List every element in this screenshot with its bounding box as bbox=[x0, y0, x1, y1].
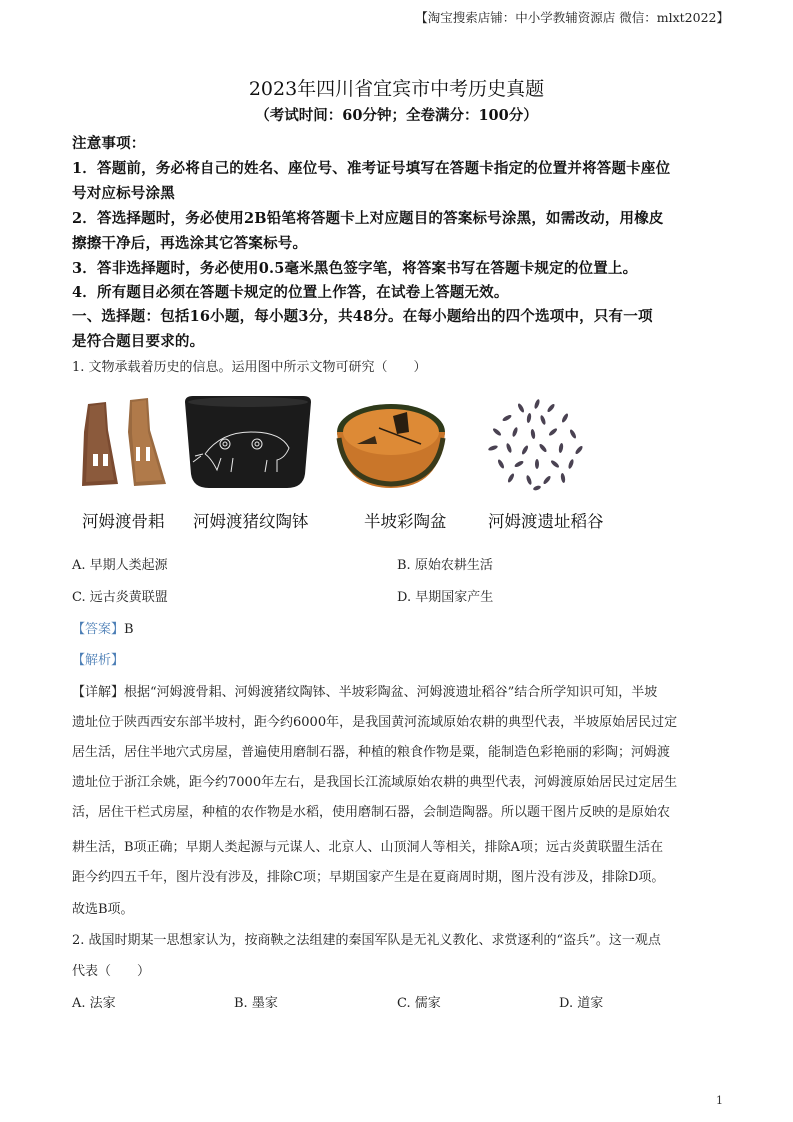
detail-line-6: 耕生活，B项正确；早期人类起源与元谋人、北京人、山顶洞人等相关，排除A项；远古炎黄联盟生活在 bbox=[72, 840, 663, 855]
detail-line-8: 故选B项。 bbox=[72, 902, 134, 917]
section-heading-cont: 是符合题目要求的。 bbox=[72, 333, 205, 350]
rice-grains-image bbox=[481, 392, 593, 492]
page-number: 1 bbox=[716, 1094, 723, 1107]
q1-answer bbox=[72, 618, 134, 637]
pig-pattern-pottery-image bbox=[181, 392, 315, 492]
q1-option-b: B. 原始农耕生活 bbox=[397, 558, 493, 573]
figure-caption-4: 河姆渡遗址稻谷 bbox=[488, 512, 604, 531]
header-note: 【淘宝搜索店铺：中小学教辅资源店 微信：mlxt2022】 bbox=[415, 10, 729, 25]
question-2-stem: 2. 战国时期某一思想家认为，按商鞅之法组建的秦国军队是无礼义教化、求赏逐利的“盗兵”。这一观点 bbox=[72, 933, 661, 948]
detail-line-5: 活，居住干栏式房屋，种植的农作物是水稻，使用磨制石器，会制造陶器。所以题干图片反映的是原始农 bbox=[72, 805, 671, 820]
exam-info: （考试时间：60分钟；全卷满分：100分） bbox=[255, 107, 538, 124]
q2-option-b: B. 墨家 bbox=[234, 996, 278, 1011]
figure-caption-2: 河姆渡猪纹陶钵 bbox=[193, 512, 309, 531]
detail-line-7: 距今约四五千年，图片没有涉及，排除C项；早期国家产生是在夏商周时期，图片没有涉及，排除D项。 bbox=[72, 870, 665, 885]
q2-option-a: A. 法家 bbox=[72, 996, 116, 1011]
q2-option-c: C. 儒家 bbox=[397, 996, 441, 1011]
section-heading: 一、选择题：包括16小题，每小题3分，共48分。在每小题给出的四个选项中，只有一项 bbox=[72, 308, 653, 325]
q1-option-c: C. 远古炎黄联盟 bbox=[72, 590, 168, 605]
detail-line-2: 遗址位于陕西西安东部半坡村，距今约6000年，是我国黄河流域原始农耕的典型代表，半坡原始居民过定 bbox=[72, 715, 678, 730]
page-title: 2023年四川省宜宾市中考历史真题 bbox=[248, 78, 545, 100]
painted-pottery-basin-image bbox=[335, 392, 447, 492]
q1-option-a: A. 早期人类起源 bbox=[72, 558, 168, 573]
question-2-stem-cont: 代表（ ） bbox=[72, 964, 151, 979]
notice-item-1-cont: 号对应标号涂黑 bbox=[72, 185, 175, 202]
detail-line-3: 居生活，居住半地穴式房屋，普遍使用磨制石器，种植的粮食作物是粟，能制造色彩艳丽的彩陶；河姆渡 bbox=[72, 745, 671, 760]
detail-line-1 bbox=[72, 681, 657, 700]
notice-heading: 注意事项： bbox=[72, 135, 146, 152]
artifact-figures bbox=[78, 392, 618, 500]
q1-option-d: D. 早期国家产生 bbox=[397, 590, 494, 605]
notice-item-4: 4．所有题目必须在答题卡规定的位置上作答，在试卷上答题无效。 bbox=[72, 284, 509, 301]
notice-item-2: 2．答选择题时，务必使用2B铅笔将答题卡上对应题目的答案标号涂黑，如需改动，用橡皮 bbox=[72, 210, 664, 227]
bone-spade-image bbox=[78, 392, 170, 492]
figure-caption-1: 河姆渡骨耜 bbox=[82, 512, 165, 531]
figure-caption-3: 半坡彩陶盆 bbox=[364, 512, 447, 531]
answer-label: 【答案】 bbox=[72, 622, 125, 637]
notice-item-2-cont: 擦擦干净后，再选涂其它答案标号。 bbox=[72, 235, 308, 252]
notice-item-3: 3．答非选择题时，务必使用0.5毫米黑色签字笔，将答案书写在答题卡规定的位置上。 bbox=[72, 260, 638, 277]
detail-text: 根据“河姆渡骨耜、河姆渡猪纹陶钵、半坡彩陶盆、河姆渡遗址稻谷”结合所学知识可知，半坡 bbox=[124, 685, 658, 700]
answer-value: B bbox=[124, 622, 134, 637]
detail-label: 【详解】 bbox=[72, 685, 125, 700]
notice-item-1: 1．答题前，务必将自己的姓名、座位号、准考证号填写在答题卡指定的位置并将答题卡座位 bbox=[72, 160, 671, 177]
question-1-stem: 1. 文物承载着历史的信息。运用图中所示文物可研究（ ） bbox=[72, 360, 427, 375]
detail-line-4: 遗址位于浙江余姚，距今约7000年左右，是我国长江流域原始农耕的典型代表，河姆渡原始居民过定居生 bbox=[72, 775, 678, 790]
analysis-label: 【解析】 bbox=[72, 653, 125, 668]
q2-option-d: D. 道家 bbox=[559, 996, 604, 1011]
